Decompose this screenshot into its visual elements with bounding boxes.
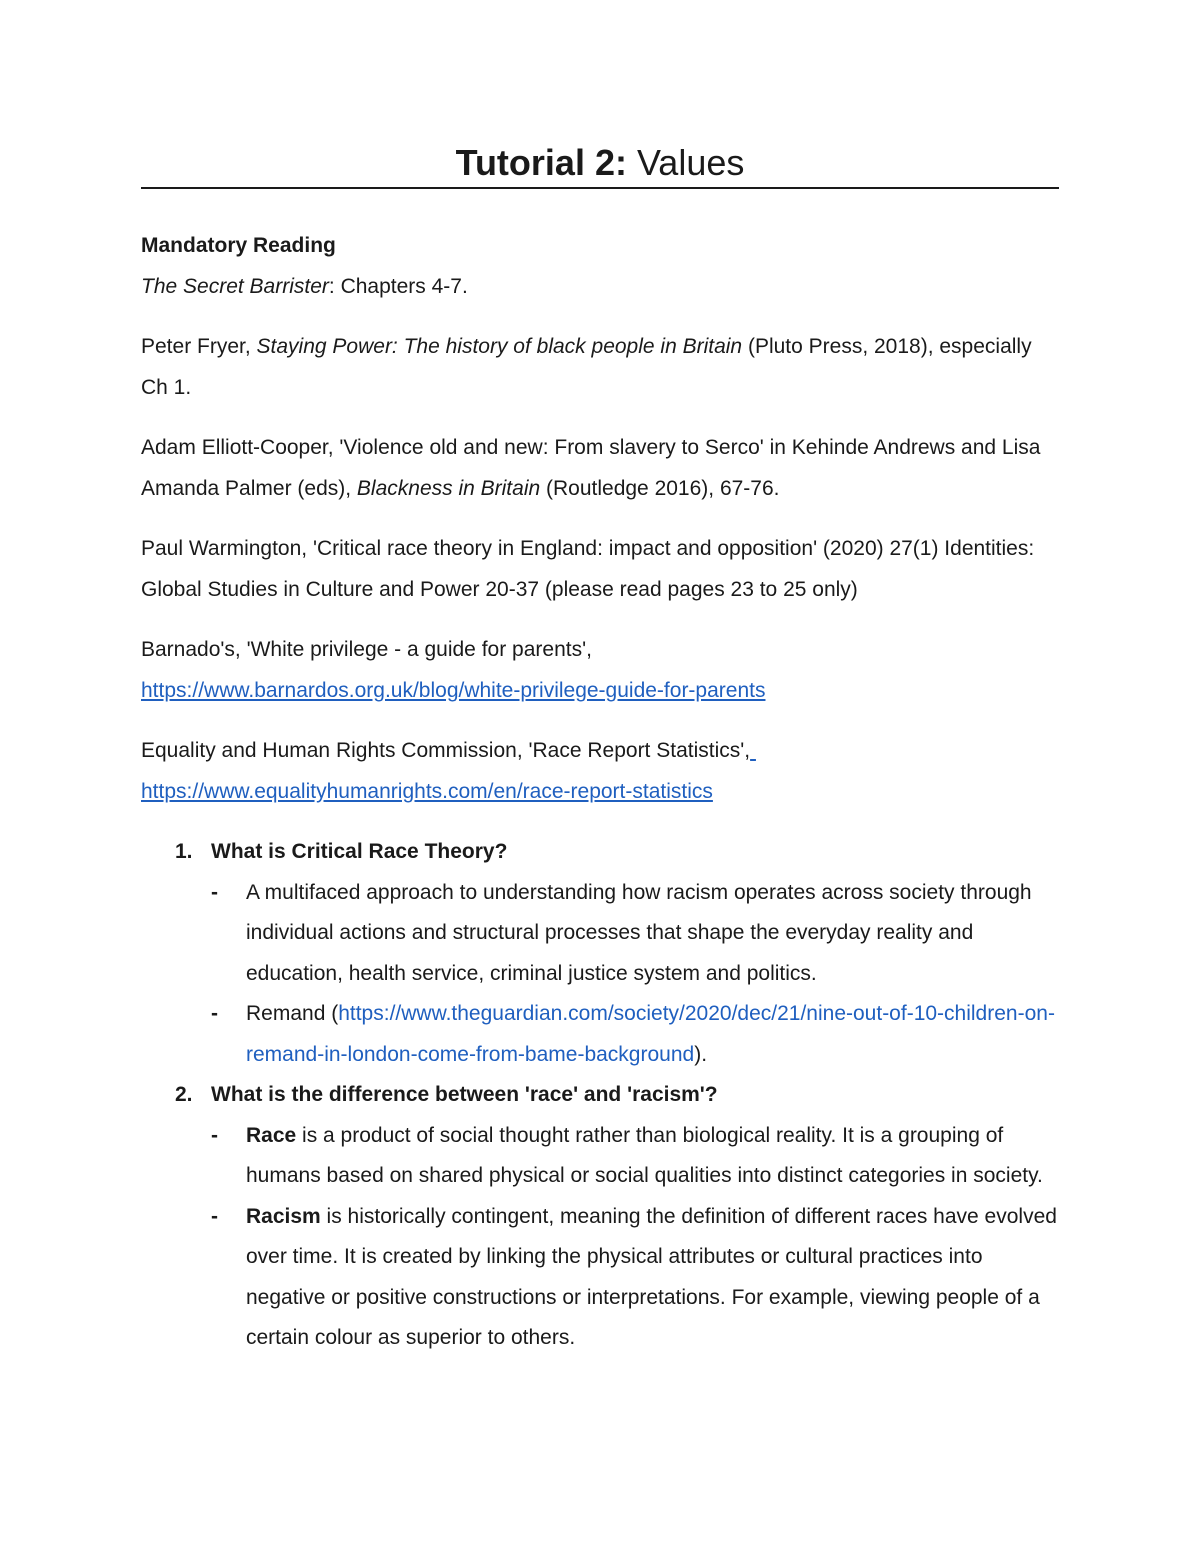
- answer-item: - Racism is historically contingent, meaning the definition of different races have evolved over time. It is created by linking the physical attributes or cultural practices into negative or positive constructions or interpretations. For example, viewing people of a certain colour as superior to others.: [211, 1197, 1059, 1359]
- barnardos-link[interactable]: https://www.barnardos.org.uk/blog/white-privilege-guide-for-parents: [141, 678, 766, 702]
- reading-item-5: Barnado's, 'White privilege - a guide for parents', https://www.barnardos.org.uk/blog/white-privilege-guide-for-parents: [141, 638, 766, 702]
- reading-item-4: Paul Warmington, 'Critical race theory in England: impact and opposition' (2020) 27(1) Identities: Global Studies in Culture and Power 20-37 (please read pages 23 to 25 only): [141, 537, 1035, 601]
- question-item: [141, 832, 1059, 1075]
- reading-item-3: Adam Elliott-Cooper, 'Violence old and new: From slavery to Serco' in Kehinde Andrews and Lisa Amanda Palmer (eds), Blackness in Britain (Routledge 2016), 67-76.: [141, 436, 1041, 500]
- reading-item-1: The Secret Barrister: Chapters 4-7.: [141, 274, 468, 298]
- bullet-dash: -: [211, 1002, 218, 1025]
- ehrc-link-spacer[interactable]: [750, 739, 756, 762]
- title-underline: [141, 187, 1059, 189]
- mandatory-reading-heading: Mandatory Reading: [141, 234, 336, 257]
- answer-list: [211, 873, 1059, 1076]
- answer-item: - Remand (https://www.theguardian.com/society/2020/dec/21/nine-out-of-10-children-on-remand-in-london-come-from-bame-background).: [211, 994, 1059, 1075]
- reading-item-2: Peter Fryer, Staying Power: The history of black people in Britain (Pluto Press, 2018), especially Ch 1.: [141, 335, 1032, 399]
- answer-list: [211, 1116, 1059, 1359]
- question-list: [141, 832, 1059, 1359]
- question-text: What is Critical Race Theory?: [211, 840, 508, 863]
- question-number: 2.: [175, 1083, 193, 1106]
- bullet-dash: -: [211, 1123, 218, 1147]
- page-title: Tutorial 2: Values: [455, 142, 745, 183]
- bullet-dash: -: [211, 1204, 218, 1228]
- question-item: [141, 1075, 1059, 1359]
- question-number: 1.: [175, 840, 193, 863]
- reading-item-6: Equality and Human Rights Commission, 'Race Report Statistics', https://www.equalityhumanrights.com/en/race-report-statistics: [141, 731, 1059, 812]
- answer-item: - Race is a product of social thought rather than biological reality. It is a grouping of humans based on shared physical or social qualities into distinct categories in society.: [211, 1116, 1059, 1197]
- answer-item: - A multifaced approach to understanding how racism operates across society through individual actions and structural processes that shape the everyday reality and education, health service, criminal justice system and politics.: [211, 873, 1059, 995]
- ehrc-link[interactable]: https://www.equalityhumanrights.com/en/race-report-statistics: [141, 779, 713, 803]
- document-body: [141, 226, 1059, 1359]
- bullet-dash: -: [211, 880, 218, 904]
- guardian-link[interactable]: https://www.theguardian.com/society/2020/dec/21/nine-out-of-10-children-on-remand-in-london-come-from-bame-background: [246, 1002, 1055, 1066]
- question-text: What is the difference between 'race' and 'racism'?: [211, 1083, 718, 1106]
